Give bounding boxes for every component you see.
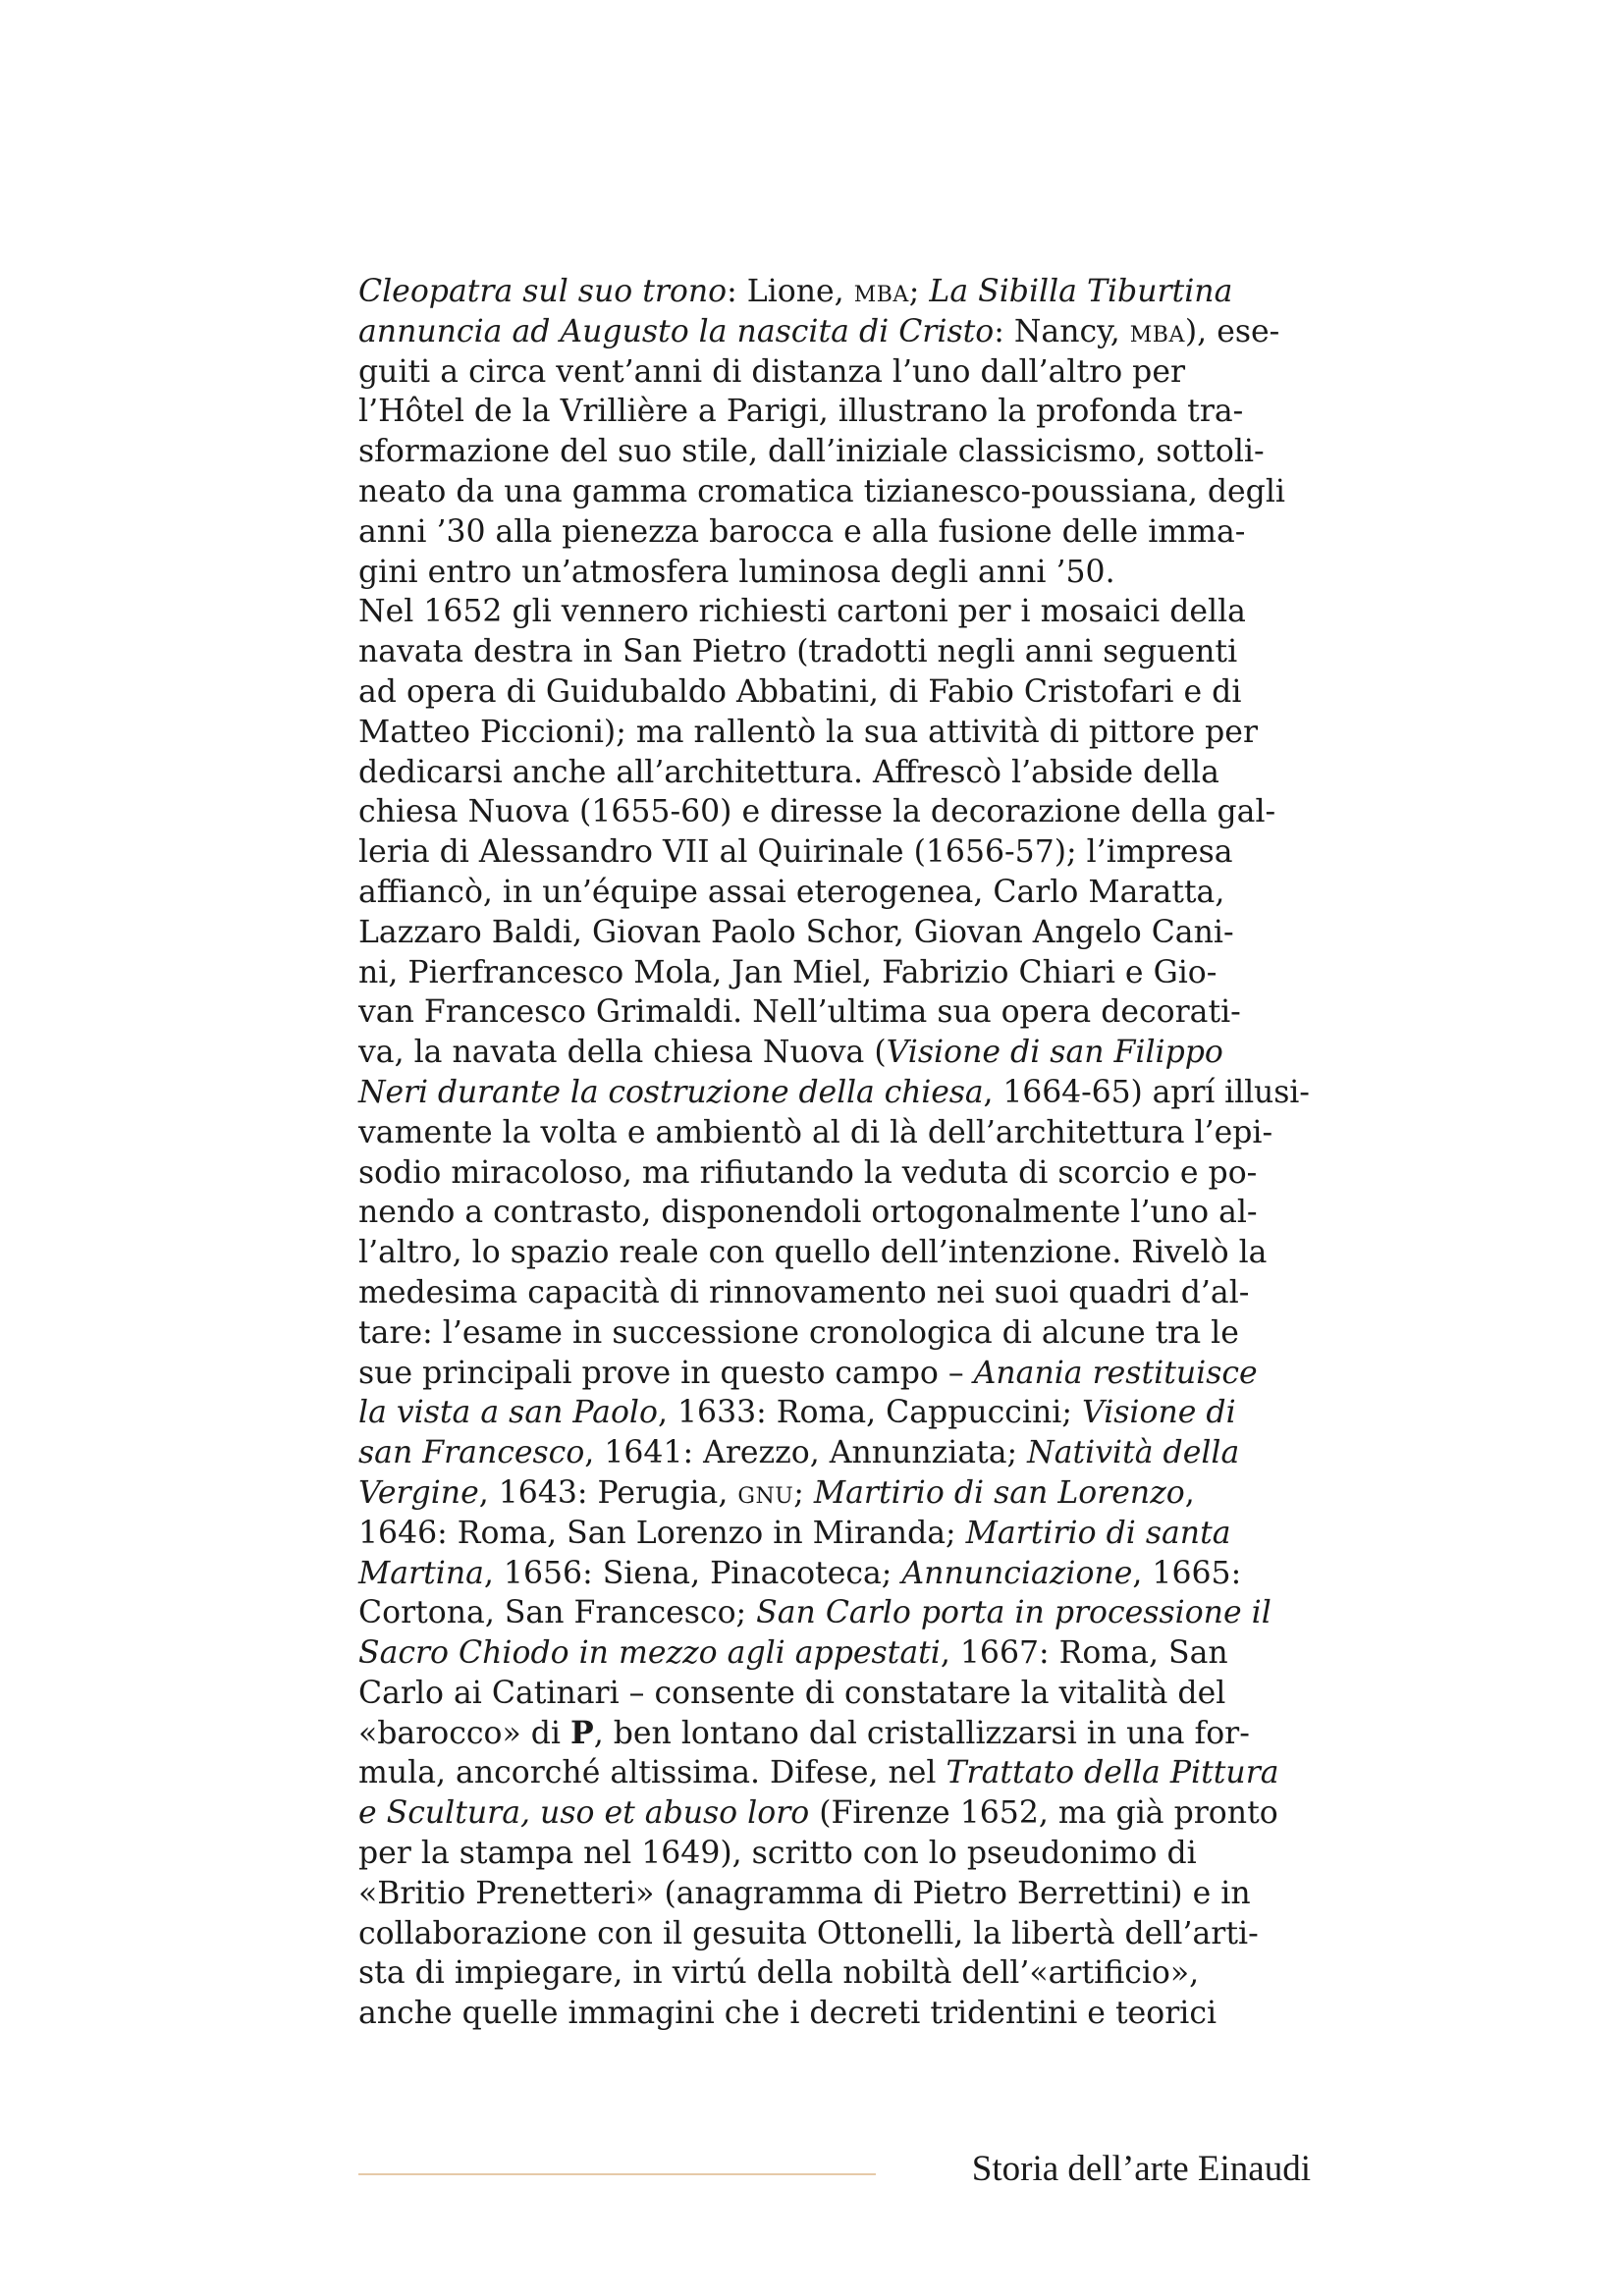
text-run: ; xyxy=(908,274,930,309)
text-run: 1646: Roma, San Lorenzo in Miranda; xyxy=(358,1515,966,1551)
text-run: (Firenze 1652, ma già pronto xyxy=(809,1795,1278,1832)
text-run: Matteo Piccioni); ma rallentò la sua attività di pittore per xyxy=(358,714,1259,750)
text-line xyxy=(358,953,1311,993)
text-line xyxy=(358,352,1311,393)
text-line xyxy=(358,1113,1311,1153)
text-run: l’altro, lo spazio reale con quello dell’intenzione. Rivelò la xyxy=(358,1235,1268,1271)
text-run: ), ese- xyxy=(1184,313,1280,349)
italic-text: Visione di san Filippo xyxy=(886,1035,1223,1071)
text-line xyxy=(358,1633,1311,1674)
small-caps-text: gnu xyxy=(737,1474,794,1511)
text-run: per la stampa nel 1649), scritto con lo pseudonimo di xyxy=(358,1836,1197,1872)
text-run: guiti a circa vent’anni di distanza l’uno dall’altro per xyxy=(358,353,1186,390)
text-run: sue principali prove in questo campo – xyxy=(358,1355,974,1391)
footer-rule xyxy=(358,2173,876,2175)
text-line xyxy=(358,592,1311,632)
text-run: vamente la volta e ambientò al di là dell’architettura l’epi- xyxy=(358,1114,1273,1150)
italic-text: san Francesco xyxy=(358,1435,585,1471)
text-line xyxy=(358,873,1311,913)
text-run: anni ’30 alla pienezza barocca e alla fusione delle imma- xyxy=(358,513,1246,550)
text-line xyxy=(358,553,1311,593)
text-line xyxy=(358,1033,1311,1073)
text-run: van Francesco Grimaldi. Nell’ultima sua opera decorati- xyxy=(358,994,1241,1031)
text-run: , 1664-65) aprí illusi- xyxy=(983,1074,1310,1110)
italic-text: e Scultura, uso et abuso loro xyxy=(358,1795,810,1832)
text-line xyxy=(358,1153,1311,1194)
italic-text: Vergine xyxy=(358,1474,479,1511)
small-caps-text: mba xyxy=(1129,313,1185,349)
text-run: nendo a contrasto, disponendoli ortogonalmente l’uno al- xyxy=(358,1195,1258,1231)
text-run: Cortona, San Francesco; xyxy=(358,1595,757,1631)
small-caps-text: mba xyxy=(853,274,909,309)
italic-text: Martirio di santa xyxy=(965,1515,1231,1551)
text-line xyxy=(358,753,1311,793)
text-run: , 1633: Roma, Cappuccini; xyxy=(657,1395,1082,1431)
italic-text: Trattato della Pittura xyxy=(946,1755,1279,1791)
text-run: navata destra in San Pietro (tradotti negli anni seguenti xyxy=(358,634,1238,670)
text-run: gini entro un’atmosfera luminosa degli anni ’50. xyxy=(358,554,1115,590)
text-run: , ben lontano dal cristallizzarsi in una for- xyxy=(593,1715,1250,1751)
text-line xyxy=(358,1514,1311,1554)
text-line xyxy=(358,672,1311,713)
text-run: sformazione del suo stile, dall’iniziale classicismo, sottoli- xyxy=(358,434,1265,470)
text-line xyxy=(358,1313,1311,1354)
text-line xyxy=(358,913,1311,953)
italic-text: annuncia ad Augusto la nascita di Cristo xyxy=(358,313,995,349)
footer-series-title: Storia dell’arte Einaudi xyxy=(971,2149,1311,2189)
text-run: va, la navata della chiesa Nuova ( xyxy=(358,1035,887,1071)
text-run: mula, ancorché altissima. Difese, nel xyxy=(358,1755,947,1791)
italic-text: La Sibilla Tiburtina xyxy=(929,274,1233,309)
text-line xyxy=(358,1473,1311,1514)
text-run: , 1641: Arezzo, Annunziata; xyxy=(584,1435,1028,1471)
text-run: collaborazione con il gesuita Ottonelli, la libertà dell’arti- xyxy=(358,1915,1259,1951)
italic-text: Annunciazione xyxy=(901,1555,1133,1591)
text-run: Lazzaro Baldi, Giovan Paolo Schor, Giovan Angelo Cani- xyxy=(358,914,1234,950)
text-line xyxy=(358,312,1311,352)
text-run: ni, Pierfrancesco Mola, Jan Miel, Fabrizio Chiari e Gio- xyxy=(358,954,1217,990)
text-run: chiesa Nuova (1655-60) e diresse la decorazione della gal- xyxy=(358,794,1276,830)
text-run: dedicarsi anche all’architettura. Affrescò l’abside della xyxy=(358,754,1219,790)
text-line xyxy=(358,632,1311,672)
text-run: : Nancy, xyxy=(994,313,1130,349)
text-run: tare: l’esame in successione cronologica di alcune tra le xyxy=(358,1314,1239,1351)
text-line xyxy=(358,1393,1311,1433)
text-run: sodio miracoloso, ma rifiutando la veduta di scorcio e po- xyxy=(358,1154,1258,1191)
text-line xyxy=(358,392,1311,432)
italic-text: San Carlo porta in processione il xyxy=(756,1595,1271,1631)
text-line xyxy=(358,1994,1311,2034)
text-run: , 1643: Perugia, xyxy=(478,1474,738,1511)
body-text xyxy=(358,272,1311,2034)
text-line xyxy=(358,1874,1311,1914)
text-line xyxy=(358,1554,1311,1594)
text-line xyxy=(358,1753,1311,1793)
text-line xyxy=(358,1193,1311,1233)
text-line xyxy=(358,432,1311,472)
text-run: «barocco» di xyxy=(358,1715,571,1751)
text-run: Nel 1652 gli vennero richiesti cartoni per i mosaici della xyxy=(358,594,1246,630)
text-line xyxy=(358,1834,1311,1874)
text-line xyxy=(358,1793,1311,1834)
text-line xyxy=(358,1953,1311,1994)
text-run: anche quelle immagini che i decreti tridentini e teorici xyxy=(358,1996,1217,2032)
text-line xyxy=(358,512,1311,553)
text-line xyxy=(358,1073,1311,1113)
text-line xyxy=(358,1593,1311,1633)
italic-text: Neri durante la costruzione della chiesa xyxy=(358,1074,984,1110)
text-line xyxy=(358,1273,1311,1313)
italic-text: Martina xyxy=(358,1555,484,1591)
text-run: affiancò, in un’équipe assai eterogenea, Carlo Maratta, xyxy=(358,874,1225,910)
text-run: ad opera di Guidubaldo Abbatini, di Fabio Cristofari e di xyxy=(358,673,1242,710)
italic-text: Anania restituisce xyxy=(973,1355,1258,1391)
italic-text: Cleopatra sul suo trono xyxy=(358,274,728,309)
text-line xyxy=(358,1714,1311,1754)
italic-text: Martirio di san Lorenzo xyxy=(813,1474,1185,1511)
text-line xyxy=(358,1433,1311,1473)
italic-text: Visione di xyxy=(1082,1395,1236,1431)
text-run: , 1665: xyxy=(1132,1555,1242,1591)
text-line xyxy=(358,1674,1311,1714)
text-run: : Lione, xyxy=(727,274,854,309)
text-run: , xyxy=(1184,1474,1195,1511)
text-run: ; xyxy=(793,1474,814,1511)
text-run: medesima capacità di rinnovamento nei suoi quadri d’al- xyxy=(358,1274,1250,1310)
text-line xyxy=(358,1914,1311,1954)
text-line xyxy=(358,713,1311,753)
text-line xyxy=(358,1233,1311,1273)
text-run: , 1667: Roma, San xyxy=(940,1635,1228,1672)
text-line xyxy=(358,992,1311,1033)
text-line xyxy=(358,472,1311,512)
text-run: «Britio Prenetteri» (anagramma di Pietro Berrettini) e in xyxy=(358,1875,1251,1911)
italic-text: Sacro Chiodo in mezzo agli appestati xyxy=(358,1635,941,1672)
text-line xyxy=(358,832,1311,873)
italic-text: la vista a san Paolo xyxy=(358,1395,658,1431)
text-line xyxy=(358,1354,1311,1394)
bold-text: P xyxy=(570,1714,594,1751)
text-line xyxy=(358,792,1311,832)
text-run: Carlo ai Catinari – consente di constatare la vitalità del xyxy=(358,1675,1226,1711)
text-line xyxy=(358,272,1311,312)
italic-text: Natività della xyxy=(1027,1435,1240,1471)
text-run: l’Hôtel de la Vrillière a Parigi, illustrano la profonda tra- xyxy=(358,394,1244,430)
text-run: , 1656: Siena, Pinacoteca; xyxy=(483,1555,902,1591)
text-run: leria di Alessandro VII al Quirinale (1656-57); l’impresa xyxy=(358,834,1233,871)
text-run: neato da una gamma cromatica tizianesco-poussiana, degli xyxy=(358,473,1285,509)
text-run: sta di impiegare, in virtú della nobiltà dell’«artificio», xyxy=(358,1955,1200,1992)
